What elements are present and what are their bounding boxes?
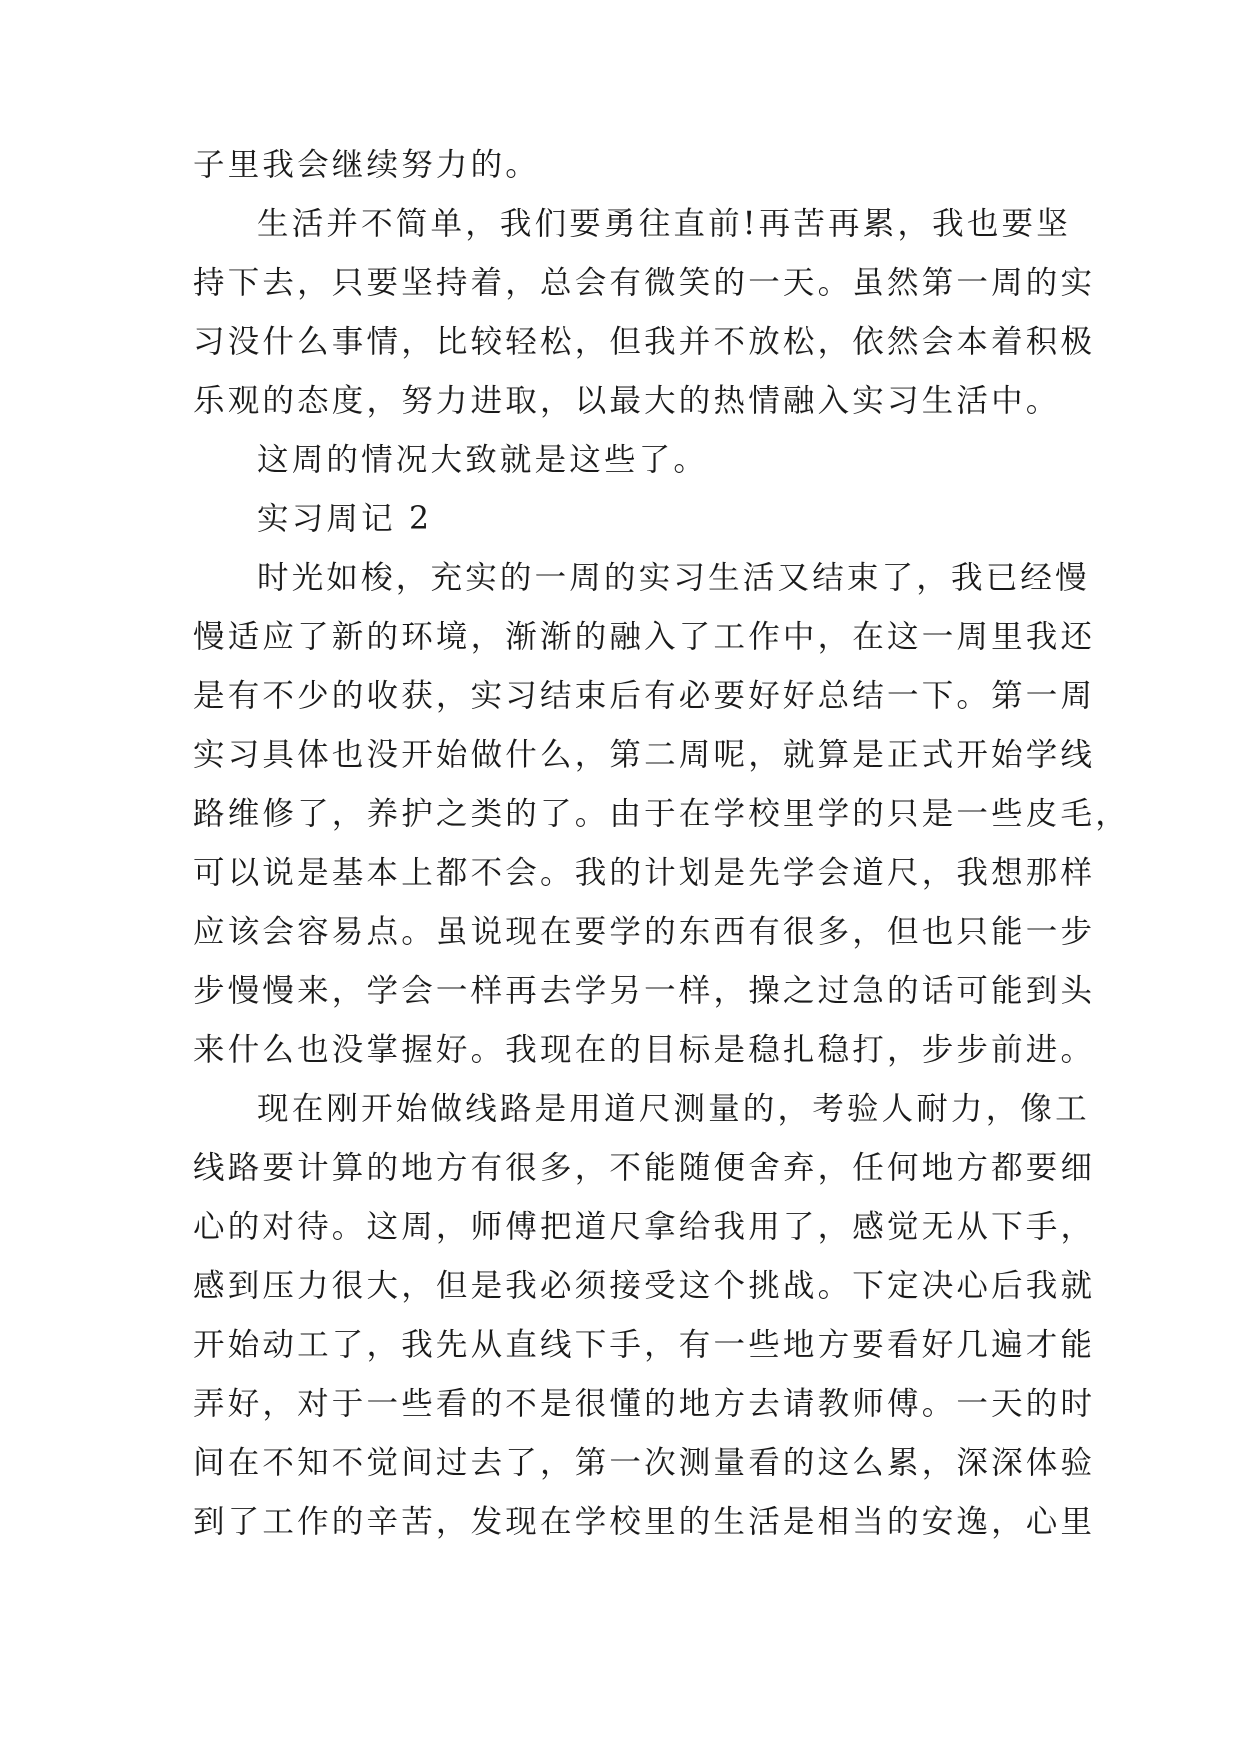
text-line: 生活并不简单，我们要勇往直前!再苦再累，我也要坚: [257, 206, 1071, 242]
text-line: 习没什么事情，比较轻松，但我并不放松，依然会本着积极: [193, 324, 1096, 360]
text-line: 是有不少的收获，实习结束后有必要好好总结一下。第一周: [193, 678, 1096, 714]
text-line: 实习具体也没开始做什么，第二周呢，就算是正式开始学线: [193, 737, 1096, 773]
text-line: 时光如梭，充实的一周的实习生活又结束了，我已经慢: [257, 560, 1090, 596]
text-line: 线路要计算的地方有很多，不能随便舍弃，任何地方都要细: [193, 1150, 1096, 1186]
text-line: 现在刚开始做线路是用道尺测量的，考验人耐力，像工: [257, 1091, 1090, 1127]
section-heading: 实习周记 2: [257, 501, 433, 537]
text-line: 弄好，对于一些看的不是很懂的地方去请教师傅。一天的时: [193, 1386, 1096, 1422]
text-line: 感到压力很大，但是我必须接受这个挑战。下定决心后我就: [193, 1268, 1096, 1304]
text-line: 路维修了，养护之类的了。由于在学校里学的只是一些皮毛，: [193, 796, 1130, 832]
text-line: 乐观的态度，努力进取，以最大的热情融入实习生活中。: [193, 383, 1061, 419]
text-line: 持下去，只要坚持着，总会有微笑的一天。虽然第一周的实: [193, 265, 1096, 301]
text-line: 步慢慢来，学会一样再去学另一样，操之过急的话可能到头: [193, 973, 1096, 1009]
text-line: 慢适应了新的环境，渐渐的融入了工作中，在这一周里我还: [193, 619, 1096, 655]
text-line: 开始动工了，我先从直线下手，有一些地方要看好几遍才能: [193, 1327, 1096, 1363]
text-line: 来什么也没掌握好。我现在的目标是稳扎稳打，步步前进。: [193, 1032, 1096, 1068]
text-line: 应该会容易点。虽说现在要学的东西有很多，但也只能一步: [193, 914, 1096, 950]
text-line: 子里我会继续努力的。: [193, 147, 541, 183]
text-line: 心的对待。这周，师傅把道尺拿给我用了，感觉无从下手，: [193, 1209, 1096, 1245]
text-line: 到了工作的辛苦，发现在学校里的生活是相当的安逸，心里: [193, 1504, 1096, 1540]
text-line: 间在不知不觉间过去了，第一次测量看的这么累，深深体验: [193, 1445, 1096, 1481]
text-line: 可以说是基本上都不会。我的计划是先学会道尺，我想那样: [193, 855, 1096, 891]
text-line: 这周的情况大致就是这些了。: [257, 442, 709, 478]
